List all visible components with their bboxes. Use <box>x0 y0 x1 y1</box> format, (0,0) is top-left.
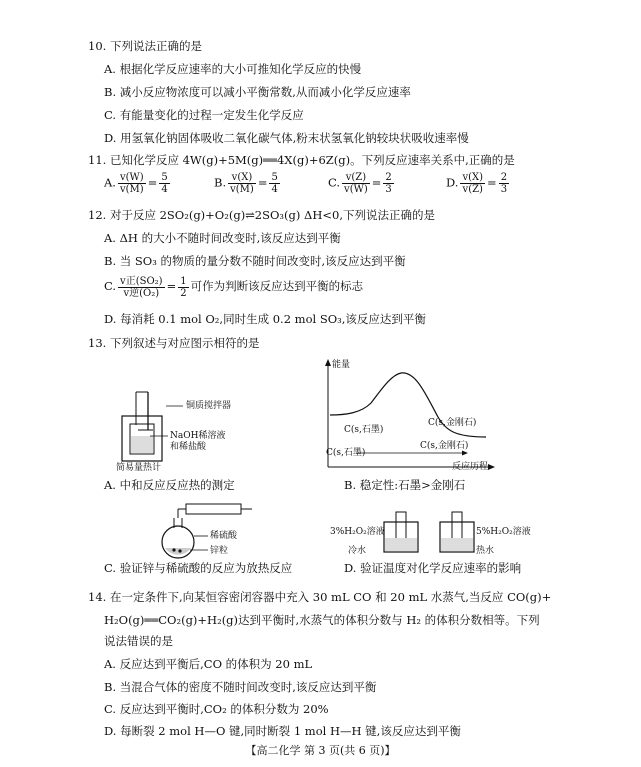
q13-stem: 13. 下列叙述与对应图示相符的是 <box>88 336 260 350</box>
q13-figure-c-caption: C. 验证锌与稀硫酸的反应为放热反应 <box>104 561 293 575</box>
q10-option-b: B. 减小反应物浓度可以减小平衡常数,从而减小化学反应速率 <box>104 85 411 99</box>
q12-option-a: A. ΔH 的大小不随时间改变时,该反应达到平衡 <box>104 231 341 245</box>
q14-option-b: B. 当混合气体的密度不随时间改变时,该反应达到平衡 <box>104 680 377 694</box>
q14-stem-line-1: 14. 在一定条件下,向某恒容密闭容器中充入 30 mL CO 和 20 mL 水蒸气,当反应 CO(g)+ <box>88 590 552 604</box>
energy-diagram-graphite-bottom: C(s,石墨) <box>326 448 366 458</box>
beaker-right-water-label: 热水 <box>476 546 495 556</box>
q11-option-b: B. $\frac{v(X)}{v(M)}$ = $\frac{5}{4}$ <box>214 172 278 195</box>
calorimeter-device-label: 简易量热计 <box>116 463 162 473</box>
q14-option-d: D. 每断裂 2 mol H—O 键,同时断裂 1 mol H—H 键,该反应达到平衡 <box>104 724 461 738</box>
temperature-beakers <box>378 508 488 558</box>
q11-option-c: C. $\frac{v(Z)}{v(W)}$ = $\frac{2}{3}$ <box>328 172 392 195</box>
beaker-left-water-label: 冷水 <box>348 546 367 556</box>
calorimeter-solution-label-2: 和稀盐酸 <box>170 442 207 452</box>
q10-option-c: C. 有能量变化的过程一定发生化学反应 <box>104 108 304 122</box>
q13-figure-a-caption: A. 中和反应反应热的测定 <box>104 478 235 492</box>
q12-option-d: D. 每消耗 0.1 mol O₂,同时生成 0.2 mol SO₃,该反应达到平衡 <box>104 312 426 326</box>
q12-option-b: B. 当 SO₃ 的物质的量分数不随时间改变时,该反应达到平衡 <box>104 254 406 268</box>
q11-option-a: A. $\frac{v(W)}{v(M)}$ = $\frac{5}{4}$ <box>104 172 168 195</box>
q13-figure-b-caption: B. 稳定性:石墨>金刚石 <box>344 478 466 492</box>
beaker-left-solution-label: 3%H₂O₂溶液 <box>330 527 385 537</box>
zinc-acid-apparatus <box>140 498 260 562</box>
q14-stem-line-2: H₂O(g)══CO₂(g)+H₂(g)达到平衡时,水蒸气的体积分数与 H₂ 的体积分数相等。下列 <box>104 613 540 627</box>
q14-option-a: A. 反应达到平衡后,CO 的体积为 20 mL <box>104 657 313 671</box>
beaker-right-solution-label: 5%H₂O₂溶液 <box>476 527 531 537</box>
apparatus-acid-label: 稀硫酸 <box>210 531 238 541</box>
q11-option-d: D. $\frac{v(X)}{v(Z)}$ = $\frac{2}{3}$ <box>446 172 508 195</box>
q14-stem-line-3: 说法错误的是 <box>104 634 173 648</box>
q12-option-c: C. $\frac{\text{v正(SO₂)}}{\text{v逆(O₂)}}$ = $\frac{1}{2}$ 可作为判断该反应达到平衡的标志 <box>104 275 364 299</box>
q11-stem: 11. 已知化学反应 4W(g)+5M(g)══4X(g)+6Z(g)。下列反应速率关系中,正确的是 <box>88 153 515 167</box>
energy-diagram-y-label: 能量 <box>332 360 351 370</box>
energy-diagram-x-label: 反应历程 <box>452 462 489 472</box>
q10-option-a: A. 根据化学反应速率的大小可推知化学反应的快慢 <box>104 62 362 76</box>
q13-figure-d-caption: D. 验证温度对化学反应速率的影响 <box>344 561 522 575</box>
q11-options <box>0 172 641 198</box>
calorimeter-stirrer-label: 铜质搅拌器 <box>186 401 232 411</box>
page-footer: 【高二化学 第 3 页(共 6 页)】 <box>245 744 396 757</box>
energy-diagram-diamond-bottom: C(s,金刚石) <box>420 441 469 451</box>
calorimeter-solution-label-1: NaOH稀溶液 <box>170 431 226 441</box>
energy-diagram-diamond-top: C(s,金刚石) <box>428 418 477 428</box>
calorimeter-figure <box>108 380 258 470</box>
q10-option-d: D. 用氢氧化钠固体吸收二氧化碳气体,粉末状氢氧化钠较块状吸收速率慢 <box>104 131 469 145</box>
q14-option-c: C. 反应达到平衡时,CO₂ 的体积分数为 20% <box>104 702 329 716</box>
energy-diagram-graphite-top: C(s,石墨) <box>344 425 384 435</box>
q10-stem: 10. 下列说法正确的是 <box>88 39 202 53</box>
apparatus-zinc-label: 锌粒 <box>210 546 229 556</box>
q12-stem: 12. 对于反应 2SO₂(g)+O₂(g)⇌2SO₃(g) ΔH<0,下列说法正确的是 <box>88 208 435 222</box>
